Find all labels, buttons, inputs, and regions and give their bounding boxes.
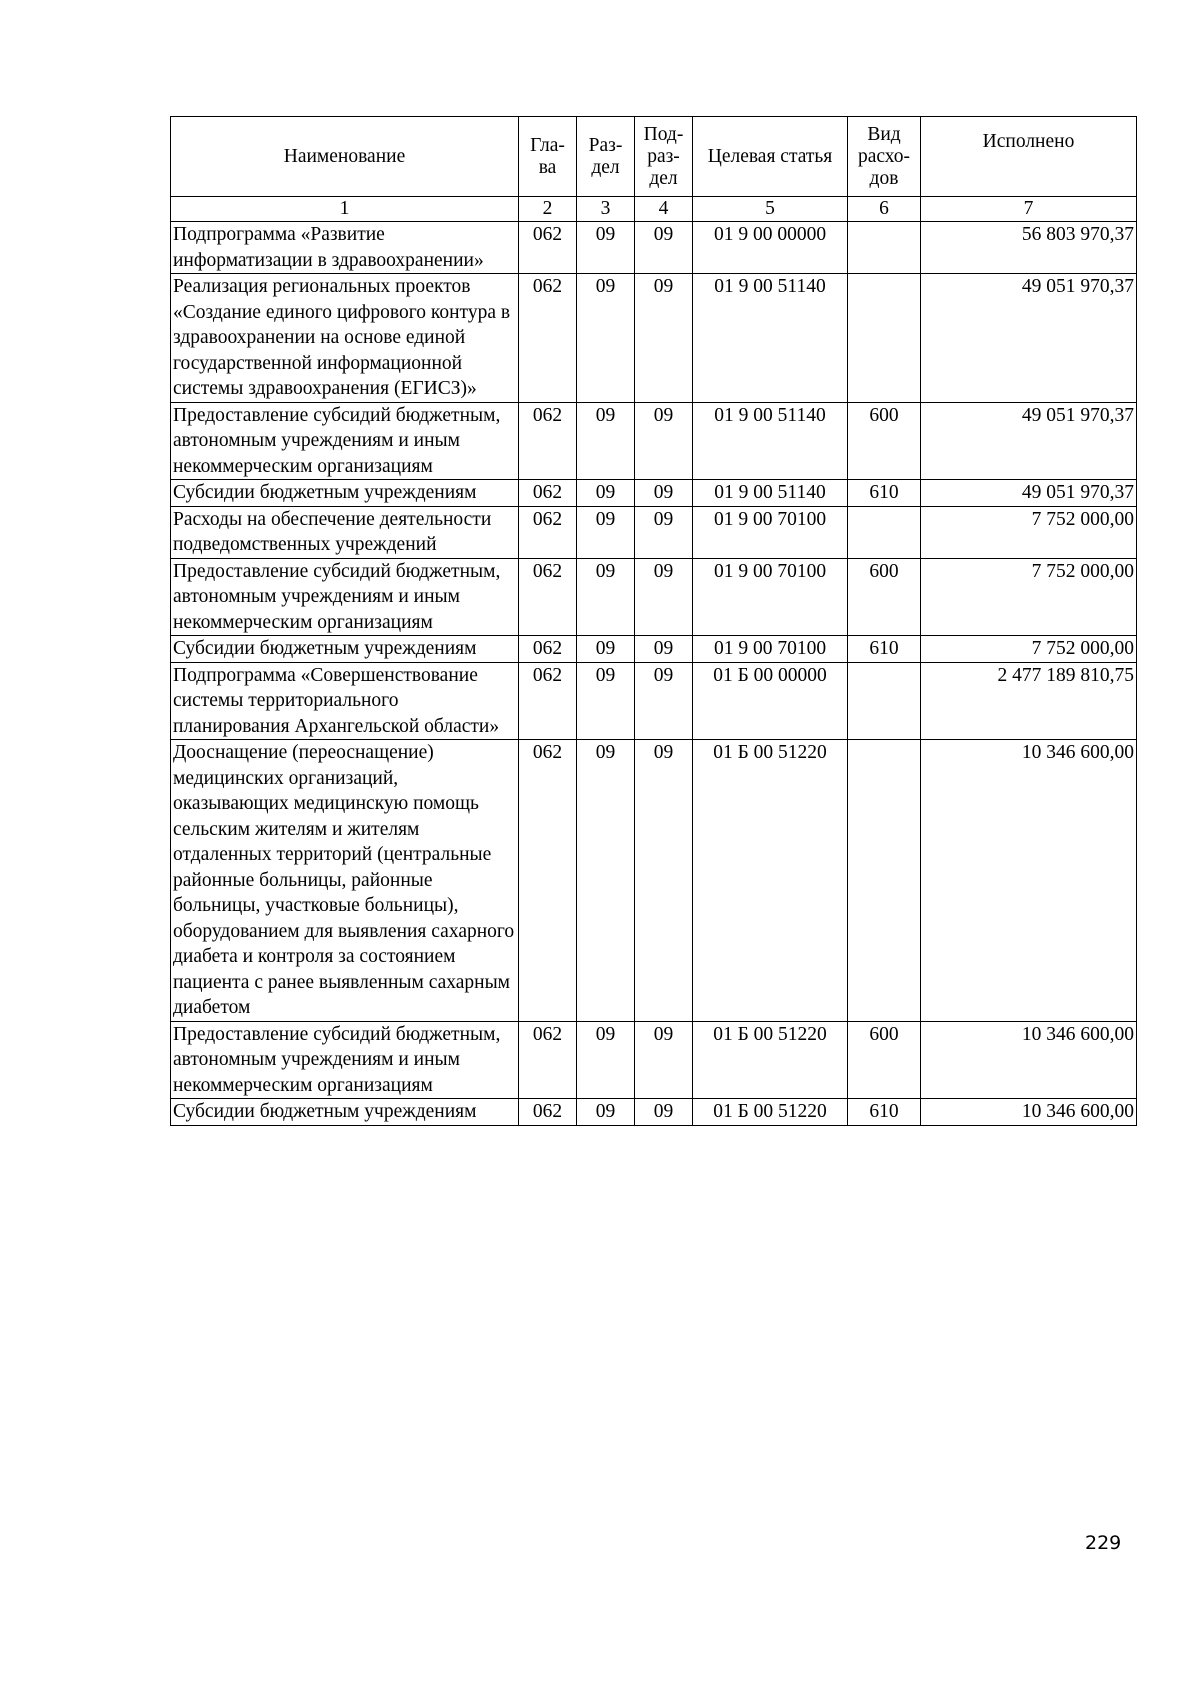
- cell-ispolneno: 49 051 970,37: [921, 402, 1137, 480]
- table-row: [171, 274, 1137, 403]
- column-number: 7: [921, 197, 1137, 222]
- cell-glava: 062: [519, 274, 577, 403]
- cell-ispolneno: 7 752 000,00: [921, 636, 1137, 663]
- cell-vid-raskhodov: [848, 662, 921, 740]
- cell-glava: 062: [519, 662, 577, 740]
- cell-tselevaya-statya: 01 9 00 70100: [693, 506, 848, 558]
- cell-name: Расходы на обеспечение деятельности подведомственных учреждений: [171, 506, 519, 558]
- header-podrazdel: Под- раз- дел: [635, 117, 693, 197]
- cell-tselevaya-statya: 01 9 00 51140: [693, 274, 848, 403]
- cell-name: Предоставление субсидий бюджетным, автономным учреждениям и иным некоммерческим организациям: [171, 1021, 519, 1099]
- cell-vid-raskhodov: 610: [848, 636, 921, 663]
- cell-razdel: 09: [577, 636, 635, 663]
- table-body: [171, 222, 1137, 1126]
- table-row: [171, 506, 1137, 558]
- cell-tselevaya-statya: 01 9 00 70100: [693, 558, 848, 636]
- cell-tselevaya-statya: 01 Б 00 00000: [693, 662, 848, 740]
- header-ispolneno: Исполнено: [921, 117, 1137, 197]
- cell-name: Субсидии бюджетным учреждениям: [171, 480, 519, 507]
- cell-podrazdel: 09: [635, 222, 693, 274]
- cell-razdel: 09: [577, 1099, 635, 1126]
- cell-razdel: 09: [577, 222, 635, 274]
- cell-glava: 062: [519, 402, 577, 480]
- column-number: 4: [635, 197, 693, 222]
- header-vid-raskhodov: Вид расхо- дов: [848, 117, 921, 197]
- cell-glava: 062: [519, 740, 577, 1022]
- cell-vid-raskhodov: [848, 740, 921, 1022]
- cell-name: Дооснащение (переоснащение) медицинских организаций, оказывающих медицинскую помощь сельским жителям и жителям отдаленных территорий (центральные районные больницы, районные больницы, участковые больницы), оборудованием для выявления сахарного диабета и контроля за состоянием пациента с ранее выявленным сахарным диабетом: [171, 740, 519, 1022]
- cell-ispolneno: 2 477 189 810,75: [921, 662, 1137, 740]
- cell-podrazdel: 09: [635, 506, 693, 558]
- cell-podrazdel: 09: [635, 480, 693, 507]
- cell-ispolneno: 49 051 970,37: [921, 274, 1137, 403]
- page-number: 229: [1085, 1532, 1122, 1554]
- cell-vid-raskhodov: 600: [848, 558, 921, 636]
- cell-name: Подпрограмма «Развитие информатизации в здравоохранении»: [171, 222, 519, 274]
- cell-ispolneno: 7 752 000,00: [921, 558, 1137, 636]
- cell-name: Предоставление субсидий бюджетным, автономным учреждениям и иным некоммерческим организациям: [171, 558, 519, 636]
- cell-podrazdel: 09: [635, 274, 693, 403]
- cell-tselevaya-statya: 01 Б 00 51220: [693, 1021, 848, 1099]
- cell-tselevaya-statya: 01 Б 00 51220: [693, 740, 848, 1022]
- cell-vid-raskhodov: [848, 274, 921, 403]
- cell-glava: 062: [519, 1099, 577, 1126]
- cell-vid-raskhodov: [848, 506, 921, 558]
- column-number: 6: [848, 197, 921, 222]
- cell-tselevaya-statya: 01 9 00 00000: [693, 222, 848, 274]
- cell-razdel: 09: [577, 402, 635, 480]
- cell-podrazdel: 09: [635, 1021, 693, 1099]
- table-row: [171, 480, 1137, 507]
- cell-razdel: 09: [577, 274, 635, 403]
- header-name: Наименование: [171, 117, 519, 197]
- cell-razdel: 09: [577, 506, 635, 558]
- cell-name: Подпрограмма «Совершенствование системы территориального планирования Архангельской области»: [171, 662, 519, 740]
- table-row: [171, 222, 1137, 274]
- cell-vid-raskhodov: [848, 222, 921, 274]
- cell-tselevaya-statya: 01 9 00 51140: [693, 480, 848, 507]
- table-row: [171, 402, 1137, 480]
- cell-razdel: 09: [577, 480, 635, 507]
- cell-glava: 062: [519, 480, 577, 507]
- cell-vid-raskhodov: 610: [848, 1099, 921, 1126]
- cell-podrazdel: 09: [635, 402, 693, 480]
- column-number: 5: [693, 197, 848, 222]
- cell-glava: 062: [519, 636, 577, 663]
- cell-ispolneno: 56 803 970,37: [921, 222, 1137, 274]
- cell-podrazdel: 09: [635, 1099, 693, 1126]
- cell-glava: 062: [519, 506, 577, 558]
- header-tselevaya-statya: Целевая статья: [693, 117, 848, 197]
- column-number: 1: [171, 197, 519, 222]
- table-row: [171, 740, 1137, 1022]
- cell-glava: 062: [519, 222, 577, 274]
- cell-ispolneno: 10 346 600,00: [921, 1021, 1137, 1099]
- table-row: [171, 1099, 1137, 1126]
- header-razdel: Раз- дел: [577, 117, 635, 197]
- cell-name: Предоставление субсидий бюджетным, автономным учреждениям и иным некоммерческим организациям: [171, 402, 519, 480]
- column-number: 3: [577, 197, 635, 222]
- cell-podrazdel: 09: [635, 740, 693, 1022]
- cell-podrazdel: 09: [635, 636, 693, 663]
- cell-vid-raskhodov: 600: [848, 1021, 921, 1099]
- cell-glava: 062: [519, 1021, 577, 1099]
- cell-razdel: 09: [577, 740, 635, 1022]
- cell-ispolneno: 10 346 600,00: [921, 1099, 1137, 1126]
- table-row: [171, 1021, 1137, 1099]
- table-row: [171, 636, 1137, 663]
- cell-podrazdel: 09: [635, 662, 693, 740]
- cell-vid-raskhodov: 600: [848, 402, 921, 480]
- cell-glava: 062: [519, 558, 577, 636]
- cell-podrazdel: 09: [635, 558, 693, 636]
- cell-tselevaya-statya: 01 9 00 51140: [693, 402, 848, 480]
- table-row: [171, 558, 1137, 636]
- cell-ispolneno: 10 346 600,00: [921, 740, 1137, 1022]
- cell-name: Субсидии бюджетным учреждениям: [171, 636, 519, 663]
- cell-vid-raskhodov: 610: [848, 480, 921, 507]
- cell-name: Реализация региональных проектов «Создание единого цифрового контура в здравоохранении на основе единой государственной информационной системы здравоохранения (ЕГИСЗ)»: [171, 274, 519, 403]
- cell-tselevaya-statya: 01 9 00 70100: [693, 636, 848, 663]
- table-row: [171, 662, 1137, 740]
- cell-razdel: 09: [577, 558, 635, 636]
- cell-razdel: 09: [577, 1021, 635, 1099]
- cell-ispolneno: 7 752 000,00: [921, 506, 1137, 558]
- cell-razdel: 09: [577, 662, 635, 740]
- column-number: 2: [519, 197, 577, 222]
- cell-ispolneno: 49 051 970,37: [921, 480, 1137, 507]
- header-glava: Гла- ва: [519, 117, 577, 197]
- cell-tselevaya-statya: 01 Б 00 51220: [693, 1099, 848, 1126]
- budget-execution-table: [170, 116, 1137, 1126]
- cell-name: Субсидии бюджетным учреждениям: [171, 1099, 519, 1126]
